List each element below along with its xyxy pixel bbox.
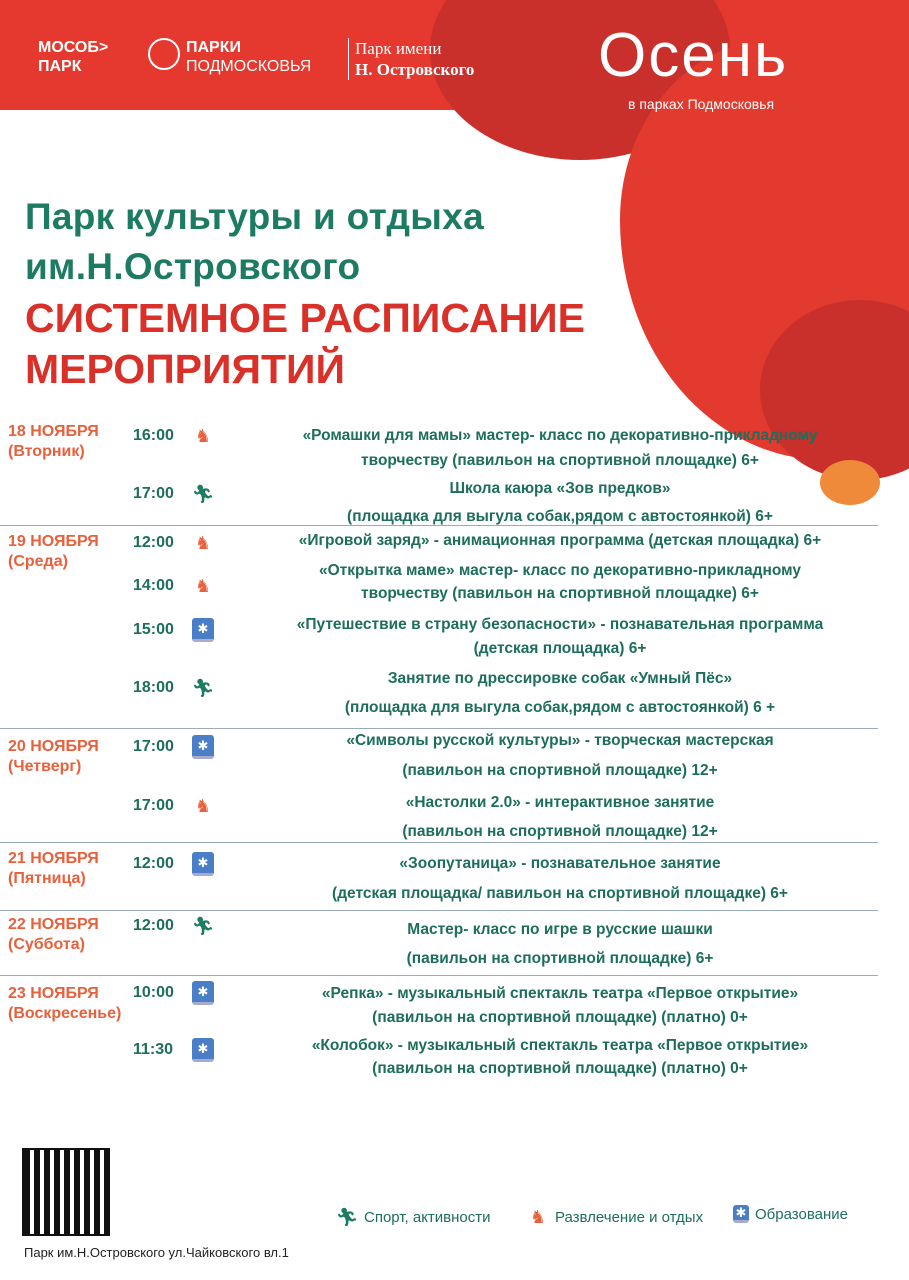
event-description: «Репка» - музыкальный спектакль театра «Первое открытие»: [321, 985, 799, 1002]
day-date: 22 НОЯБРЯ: [8, 916, 99, 933]
day-weekday: (Вторник): [8, 443, 85, 460]
event-time: 12:00: [133, 917, 174, 934]
legend-edu-label: Образование: [755, 1205, 848, 1223]
event-time: 17:00: [133, 797, 174, 814]
event-time: 15:00: [133, 621, 174, 638]
event-time: 10:00: [133, 984, 174, 1001]
day-date: 21 НОЯБРЯ: [8, 850, 99, 867]
event-description: «Ромашки для мамы» мастер- класс по декоративно-прикладному: [302, 427, 818, 444]
day-divider: [0, 842, 878, 843]
event-description: творчеству (павильон на спортивной площадке) 6+: [361, 585, 759, 602]
book-icon: ✱: [733, 1205, 749, 1223]
event-time: 16:00: [133, 427, 174, 444]
event-description: Школа каюра «Зов предков»: [449, 480, 671, 497]
event-time: 14:00: [133, 577, 174, 594]
carousel-icon: ♞: [194, 425, 212, 446]
leaf-logo-icon: [148, 38, 180, 70]
autumn-subtitle: в парках Подмосковья: [628, 96, 775, 112]
event-description: «Путешествие в страну безопасности» - познавательная программа: [296, 616, 824, 633]
event-description: (павильон на спортивной площадке) 6+: [406, 950, 714, 967]
day-weekday: (Четверг): [8, 758, 82, 775]
legend-sport-label: Спорт, активности: [364, 1208, 491, 1226]
schedule-title-line2: МЕРОПРИЯТИЙ: [25, 346, 345, 392]
day-date: 23 НОЯБРЯ: [8, 985, 99, 1002]
address: Парк им.Н.Островского ул.Чайковского вл.1: [24, 1245, 289, 1260]
park-name-line1: Парк культуры и отдыха: [25, 196, 484, 237]
carousel-icon: ♞: [194, 532, 212, 553]
event-description: «Символы русской культуры» - творческая мастерская: [346, 732, 774, 749]
event-time: 18:00: [133, 679, 174, 696]
event-description: «Открытка маме» мастер- класс по декоративно-прикладному: [319, 562, 801, 579]
event-description: (площадка для выгула собак,рядом с автостоянкой) 6 +: [344, 699, 776, 716]
legend-sport: [336, 1205, 491, 1229]
park-name-line2: им.Н.Островского: [25, 246, 361, 287]
day-date: 19 НОЯБРЯ: [8, 533, 99, 550]
event-description: «Колобок» - музыкальный спектакль театра «Первое открытие»: [311, 1037, 809, 1054]
event-description: (павильон на спортивной площадке) 12+: [402, 762, 718, 779]
day-weekday: (Суббота): [8, 936, 85, 953]
day-date: 20 НОЯБРЯ: [8, 738, 99, 755]
book-icon: ✱: [192, 618, 214, 642]
runner-icon: 🏃︎: [191, 677, 215, 698]
carousel-icon: ♞: [194, 795, 212, 816]
book-icon: ✱: [192, 852, 214, 876]
legend-fun-label: Развлечение и отдых: [555, 1208, 704, 1226]
event-description: (площадка для выгула собак,рядом с автостоянкой) 6+: [347, 508, 773, 525]
event-description: Мастер- класс по игре в русские шашки: [407, 921, 713, 938]
day-weekday: (Пятница): [8, 870, 86, 887]
schedule-title-line1: СИСТЕМНОЕ РАСПИСАНИЕ: [25, 295, 585, 341]
day-weekday: (Среда): [8, 553, 68, 570]
park-ostrovsky-logo: Парк имени Н. Островского: [348, 38, 474, 80]
event-time: 11:30: [133, 1041, 174, 1058]
event-description: «Зоопутаница» - познавательное занятие: [399, 855, 721, 872]
book-icon: ✱: [192, 1038, 214, 1062]
day-weekday: (Воскресенье): [8, 1005, 122, 1022]
day-divider: [0, 525, 878, 526]
runner-icon: 🏃︎: [191, 483, 215, 504]
book-icon: ✱: [192, 735, 214, 759]
event-description: (детская площадка/ павильон на спортивной площадке) 6+: [332, 885, 788, 902]
event-description: Занятие по дрессировке собак «Умный Пёс»: [387, 670, 733, 687]
event-description: (павильон на спортивной площадке) (платно) 0+: [372, 1060, 748, 1077]
legend-edu: [733, 1205, 848, 1223]
qr-code[interactable]: [24, 1150, 108, 1234]
event-time: 17:00: [133, 738, 174, 755]
event-time: 17:00: [133, 485, 174, 502]
autumn-logo: Осень: [598, 21, 789, 90]
event-description: (детская площадка) 6+: [473, 640, 647, 657]
parki-logo: ПАРКИ ПОДМОСКОВЬЯ: [186, 39, 312, 75]
day-date: 18 НОЯБРЯ: [8, 423, 99, 440]
day-divider: [0, 910, 878, 911]
mosobpark-logo: МОСОБ> ПАРК: [38, 39, 109, 75]
event-description: (павильон на спортивной площадке) (платно) 0+: [372, 1009, 748, 1026]
day-divider: [0, 728, 878, 729]
event-description: (павильон на спортивной площадке) 12+: [402, 823, 718, 840]
day-divider: [0, 975, 878, 976]
legend-fun: [527, 1205, 703, 1229]
event-time: 12:00: [133, 534, 174, 551]
carousel-icon: ♞: [194, 575, 212, 596]
runner-icon: 🏃︎: [191, 915, 215, 936]
book-icon: ✱: [192, 981, 214, 1005]
event-description: творчеству (павильон на спортивной площадке) 6+: [361, 452, 759, 469]
event-time: 12:00: [133, 855, 174, 872]
carousel-icon: ♞: [529, 1206, 547, 1227]
event-description: «Настолки 2.0» - интерактивное занятие: [405, 794, 715, 811]
event-description: «Игровой заряд» - анимационная программа (детская площадка) 6+: [298, 532, 822, 549]
runner-icon: 🏃︎: [335, 1206, 359, 1227]
